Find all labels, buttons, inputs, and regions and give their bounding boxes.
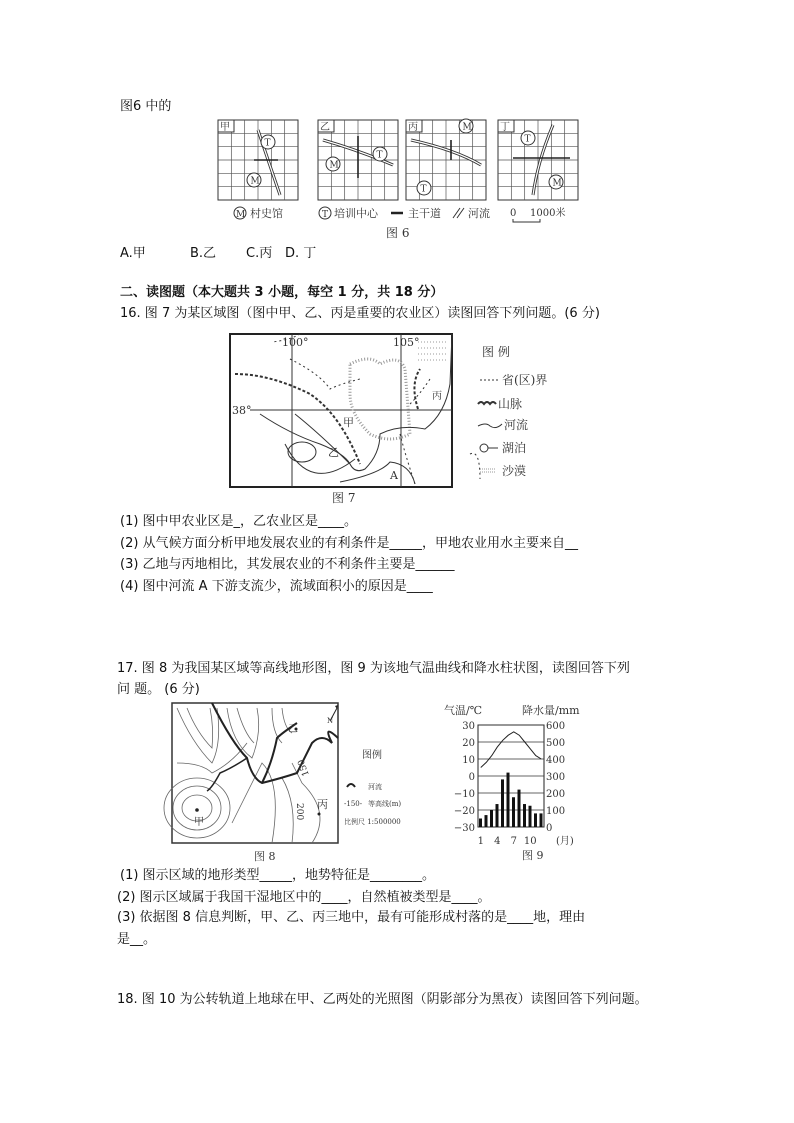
fig7-legend-mountain: 山脉: [498, 397, 523, 411]
fig9-right-tick: 0: [546, 823, 553, 834]
figure-7: [230, 334, 550, 509]
fig7-legend-river: 河流: [504, 418, 529, 432]
fig6-panel-label: 甲: [220, 122, 230, 133]
q16-stem: 16. 图 7 为某区域图（图中甲、乙、丙是重要的农业区）读图回答下列问题。(6 分): [120, 306, 600, 321]
q16-question-4: (4) 图中河流 A 下游支流少，流域面积小的原因是____: [120, 579, 433, 594]
fig6-legend-road: 主干道: [408, 207, 441, 220]
fig6-marker-letter: T: [420, 184, 427, 195]
fig8-legend-title: 图例: [362, 750, 382, 761]
q18-stem: 18. 图 10 为公转轨道上地球在甲、乙两处的光照图（阴影部分为黑夜）读图回答下列问题。: [117, 992, 648, 1007]
fig9-left-tick: −10: [453, 789, 475, 800]
fig8-legend-river: 河流: [368, 783, 382, 791]
fig7-caption: 图 7: [332, 491, 356, 505]
river-symbol-icon: [453, 208, 464, 218]
fig6-panel-label: 丁: [500, 122, 510, 133]
fig9-x-tick: (月): [556, 836, 574, 847]
figure-9-climate-chart: [430, 703, 590, 863]
fig7-label-bing: 丙: [432, 391, 442, 402]
fig8-legend-contour: 等高线(m): [368, 800, 402, 808]
fig6-scale: 1000米: [530, 208, 566, 219]
q17-stem-line1: 17. 图 8 为我国某区域等高线地形图，图 9 为该地气温曲线和降水柱状图，读图回答下列: [117, 661, 630, 676]
fig6-marker-letter: T: [376, 150, 383, 161]
river-symbol-icon: [478, 424, 502, 428]
fig7-legend-desert: 沙漠: [502, 464, 527, 478]
fig6-caption: 图 6: [386, 226, 410, 240]
q16-question-1: (1) 图中甲农业区是_，乙农业区是____。: [120, 514, 358, 529]
option-d[interactable]: D. 丁: [285, 246, 317, 261]
fig6-legend-m-symbol: M: [236, 210, 246, 220]
figure-6: [218, 120, 588, 245]
fig9-precip-bar: [501, 779, 504, 827]
fig6-panel: [318, 120, 398, 200]
fig7-lon2: 105°: [393, 336, 420, 349]
fig6-marker-letter: M: [552, 178, 562, 189]
fig6-marker-letter: T: [264, 138, 271, 149]
fig9-precip-bar: [512, 797, 515, 827]
fig9-precip-bar: [479, 819, 482, 828]
fig9-x-tick: 4: [494, 836, 501, 847]
fig8-label-bing: 丙: [317, 798, 328, 811]
fig9-right-tick: 400: [546, 755, 566, 766]
desert-symbol-icon: [480, 469, 496, 472]
fig6-marker-letter: M: [329, 160, 339, 171]
river-symbol-icon: [347, 784, 355, 787]
fig9-precip-bar: [507, 773, 510, 827]
q17-question-3: (3) 依据图 8 信息判断，甲、乙、丙三地中，最有可能形成村落的是____地，理由: [117, 910, 586, 925]
q17-question-2: (2) 图示区域属于我国干湿地区中的____，自然植被类型是____。: [117, 890, 491, 905]
fig7-lat: 38°: [232, 404, 252, 417]
q17-question-3-cont: 是__。: [117, 932, 157, 947]
fig9-left-tick: −20: [453, 806, 475, 817]
fig9-left-tick: 10: [462, 755, 475, 766]
fig9-caption: 图 9: [522, 849, 544, 862]
fig9-left-tick: −30: [453, 823, 475, 834]
fig8-contour-200: 200: [294, 803, 304, 821]
fig9-x-tick: 10: [523, 836, 537, 847]
fig7-legend-lake: 湖泊: [502, 441, 527, 455]
fig8-contour-150: 150: [296, 757, 312, 778]
fig7-label-a: A: [390, 469, 398, 482]
fig9-right-tick: 500: [546, 738, 566, 749]
q16-question-2: (2) 从气候方面分析甲地发展农业的有利条件是_____，甲地农业用水主要来自__: [120, 536, 579, 551]
fig6-marker-letter: M: [462, 122, 472, 133]
fig8-label-yi: 乙: [288, 724, 298, 735]
fig8-legend-contour-symbol: -150-: [344, 800, 363, 808]
fig9-precip-bar: [485, 815, 488, 827]
fig9-left-tick: 30: [462, 721, 475, 732]
fig8-label-jia: 甲: [194, 817, 204, 828]
fig6-marker-letter: M: [250, 176, 260, 187]
fig9-x-tick: 7: [510, 836, 517, 847]
fig6-legend-t-symbol: T: [322, 210, 329, 220]
fig6-panel-label: 丙: [408, 122, 418, 133]
fig6-legend-museum: 村史馆: [250, 207, 283, 220]
fig6-marker-letter: T: [524, 134, 531, 145]
fig9-precip-bar: [529, 806, 532, 827]
fig9-right-tick: 100: [546, 806, 566, 817]
section-heading: 二、读图题（本大题共 3 小题，每空 1 分，共 18 分）: [120, 285, 444, 300]
fig6-panel: [498, 120, 578, 200]
fig6-panel-label: 乙: [320, 122, 330, 133]
fig6-legend-river: 河流: [468, 207, 490, 220]
lake-symbol-icon: [480, 444, 488, 452]
q17-question-1: (1) 图示区域的地形类型_____，地势特征是________。: [120, 868, 436, 883]
fig7-label-yi: 乙: [328, 446, 339, 459]
figure-8: [172, 703, 462, 863]
mountain-symbol-icon: [478, 402, 496, 404]
fig9-precip-bar: [518, 790, 521, 827]
fig6-panel: [218, 120, 298, 200]
fig7-label-jia: 甲: [343, 416, 354, 429]
fig9-ylabel-right: 降水量/mm: [522, 704, 580, 717]
fig7-legend-boundary: 省(区)界: [502, 373, 548, 387]
q16-question-3: (3) 乙地与丙地相比，其发展农业的不利条件主要是______: [120, 557, 455, 572]
option-c[interactable]: C.丙: [246, 246, 273, 261]
fig9-precip-bar: [496, 804, 499, 827]
fig9-left-tick: 20: [462, 738, 475, 749]
fig8-north: N: [327, 717, 334, 725]
fig9-precip-bar: [540, 813, 543, 827]
fig8-legend-scale: 比例尺 1:500000: [344, 818, 401, 826]
fig6-legend-training: 培训中心: [334, 207, 378, 220]
q15-stem: 图6 中的: [120, 99, 172, 114]
q17-stem-line2: 问 题。 (6 分): [117, 682, 200, 697]
option-b[interactable]: B.乙: [190, 246, 217, 261]
fig9-precip-bar: [523, 804, 526, 827]
fig8-caption: 图 8: [254, 850, 276, 863]
fig9-precip-bar: [490, 810, 493, 827]
fig9-temperature-line: [481, 732, 542, 768]
fig6-panel: [406, 119, 486, 200]
fig6-scale-zero: 0: [510, 208, 517, 219]
option-a[interactable]: A.甲: [120, 246, 146, 261]
fig7-legend-title: 图 例: [482, 345, 510, 359]
fig9-right-tick: 600: [546, 721, 566, 732]
fig7-lon1: 100°: [282, 336, 309, 349]
fig9-x-tick: 1: [477, 836, 484, 847]
fig9-precip-bar: [534, 813, 537, 827]
fig9-left-tick: 0: [468, 772, 475, 783]
fig9-right-tick: 300: [546, 772, 566, 783]
fig6-legend: [234, 206, 565, 240]
scale-bar-icon: [513, 219, 540, 222]
fig9-ylabel-left: 气温/℃: [444, 704, 483, 717]
fig9-right-tick: 200: [546, 789, 566, 800]
